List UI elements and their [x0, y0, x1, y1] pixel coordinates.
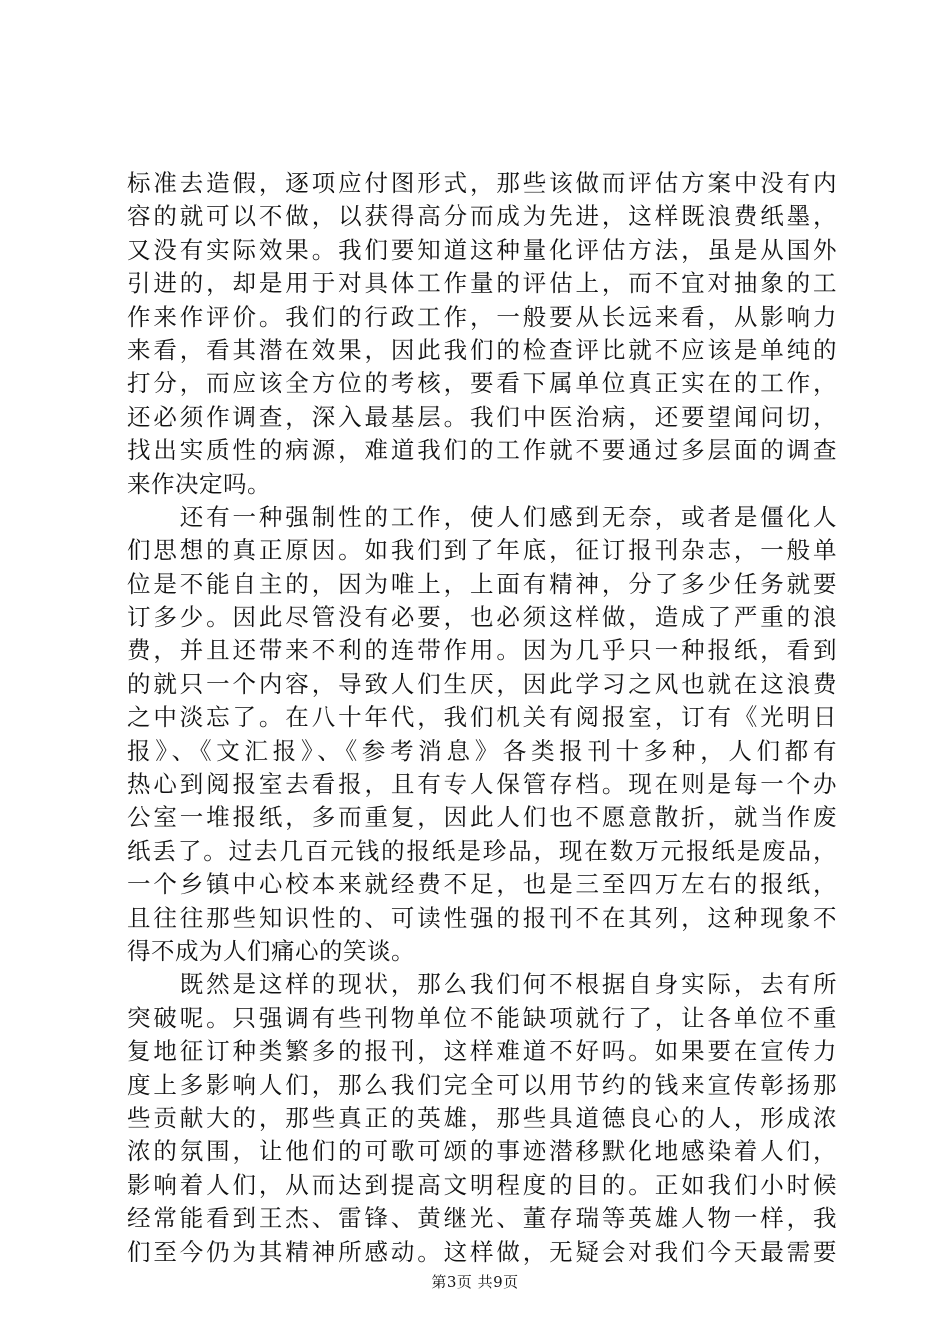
text-line: 容的就可以不做，以获得高分而成为先进，这样既浪费纸墨，	[127, 202, 837, 231]
text-line: 的就只一个内容，导致人们生厌，因此学习之风也就在这浪费	[127, 669, 837, 698]
text-line: 纸丢了。过去几百元钱的报纸是珍品，现在数万元报纸是废品，	[127, 836, 837, 865]
paragraph-end-line: 得不成为人们痛心的笑谈。	[127, 936, 415, 965]
text-line: 热心到阅报室去看报，且有专人保管存档。现在则是每一个办	[127, 770, 837, 799]
text-line: 位是不能自主的，因为唯上，上面有精神，分了多少任务就要	[127, 569, 837, 598]
text-line: 些贡献大的，那些真正的英雄，那些具道德良心的人，形成浓	[127, 1103, 837, 1132]
text-line: 来看，看其潜在效果，因此我们的检查评比就不应该是单纯的	[127, 335, 837, 364]
text-line: 一个乡镇中心校本来就经费不足，也是三至四万左右的报纸，	[127, 870, 837, 899]
text-line: 复地征订种类繁多的报刊，这样难道不好吗。如果要在宣传力	[127, 1037, 837, 1066]
text-line: 们至今仍为其精神所感动。这样做，无疑会对我们今天最需要	[127, 1237, 837, 1266]
text-line: 浓的氛围，让他们的可歌可颂的事迹潜移默化地感染着人们，	[127, 1137, 837, 1166]
text-line: 费，并且还带来不利的连带作用。因为几乎只一种报纸，看到	[127, 636, 837, 665]
body-text	[127, 167, 837, 1269]
text-line: 作来作评价。我们的行政工作，一般要从长远来看，从影响力	[127, 302, 837, 331]
text-line: 还必须作调查，深入最基层。我们中医治病，还要望闻问切，	[127, 402, 837, 431]
paragraph-start-line: 既然是这样的现状，那么我们何不根据自身实际，去有所	[127, 970, 837, 999]
text-line: 影响着人们，从而达到提高文明程度的目的。正如我们小时候	[127, 1170, 837, 1199]
text-line: 引进的，却是用于对具体工作量的评估上，而不宜对抽象的工	[127, 269, 837, 298]
text-line: 们思想的真正原因。如我们到了年底，征订报刊杂志，一般单	[127, 536, 837, 565]
text-line: 公室一堆报纸，多而重复，因此人们也不愿意散折，就当作废	[127, 803, 837, 832]
text-line: 订多少。因此尽管没有必要，也必须这样做，造成了严重的浪	[127, 603, 837, 632]
text-line: 突破呢。只强调有些刊物单位不能缺项就行了，让各单位不重	[127, 1003, 837, 1032]
text-line: 报》、《文汇报》、《参考消息》各类报刊十多种，人们都有	[127, 736, 837, 765]
text-line: 找出实质性的病源，难道我们的工作就不要通过多层面的调查	[127, 436, 837, 465]
text-line: 度上多影响人们，那么我们完全可以用节约的钱来宣传彰扬那	[127, 1070, 837, 1099]
page-number-footer: 第3页 共9页	[431, 1273, 519, 1291]
text-line: 又没有实际效果。我们要知道这种量化评估方法，虽是从国外	[127, 235, 837, 264]
text-line: 标准去造假，逐项应付图形式，那些该做而评估方案中没有内	[127, 169, 837, 197]
text-line: 之中淡忘了。在八十年代，我们机关有阅报室，订有《光明日	[127, 703, 837, 732]
text-line: 且往往那些知识性的、可读性强的报刊不在其列，这种现象不	[127, 903, 837, 932]
paragraph-end-line: 来作决定吗。	[127, 469, 271, 498]
text-line: 经常能看到王杰、雷锋、黄继光、董存瑞等英雄人物一样，我	[127, 1204, 837, 1233]
text-line: 打分，而应该全方位的考核，要看下属单位真正实在的工作，	[127, 369, 837, 398]
paragraph-start-line: 还有一种强制性的工作，使人们感到无奈，或者是僵化人	[127, 502, 837, 531]
